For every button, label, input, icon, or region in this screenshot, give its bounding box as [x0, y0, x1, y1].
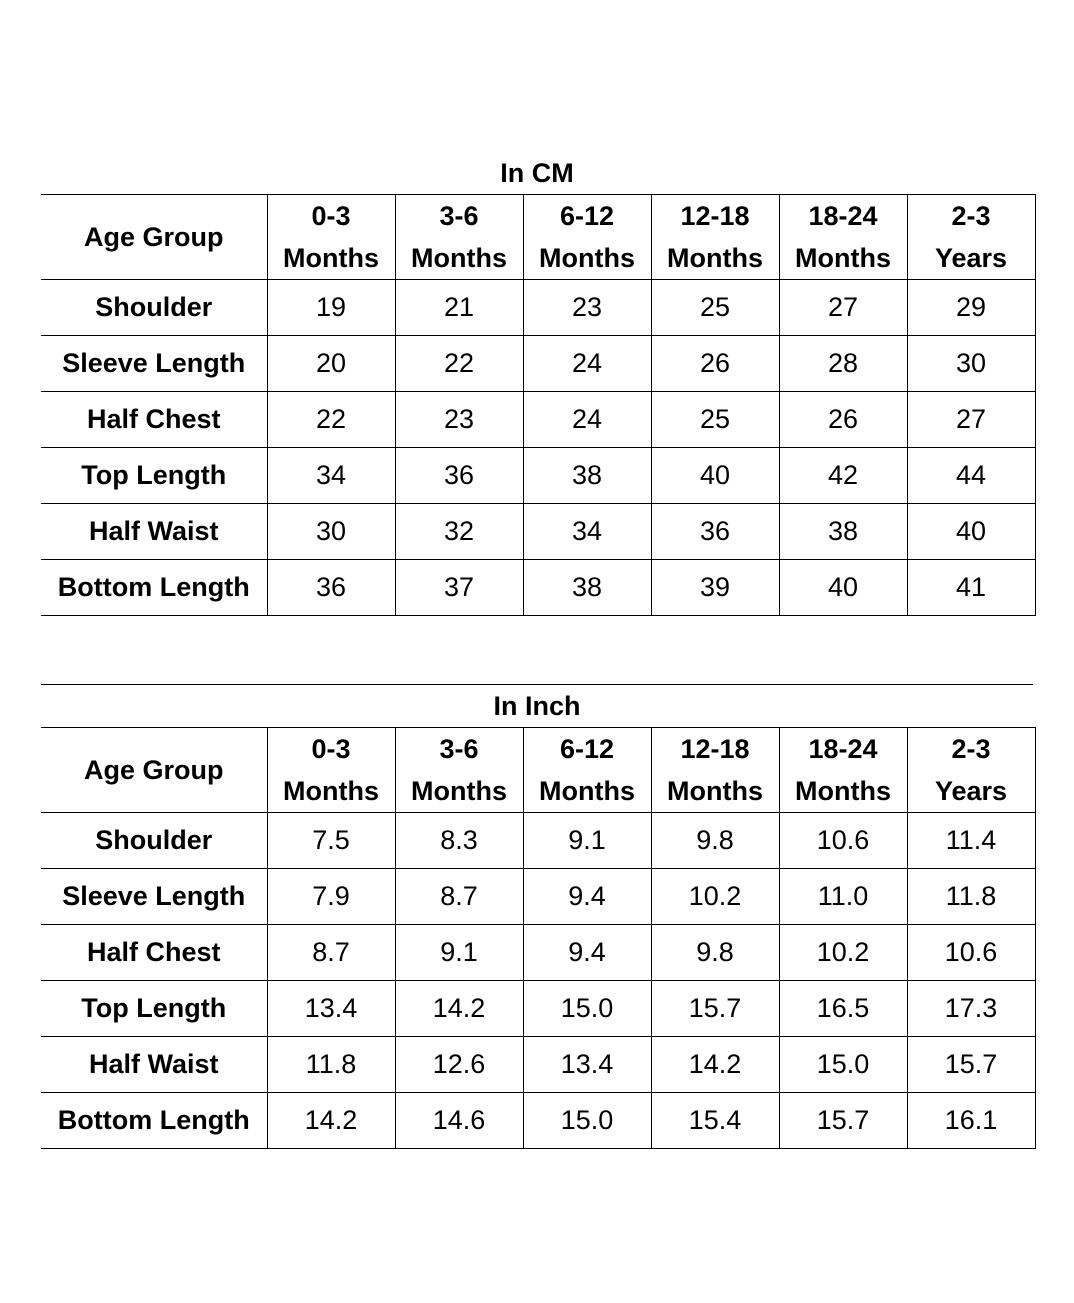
row-label: Half Chest: [41, 392, 267, 448]
table-cell: 7.5: [267, 813, 395, 869]
column-header-unit: Years: [934, 243, 1008, 273]
table-row: [41, 392, 1035, 448]
column-header-range: 12-18: [680, 201, 750, 231]
column-header-unit: Months: [795, 776, 891, 806]
row-label: Sleeve Length: [41, 869, 267, 925]
column-header-unit: Months: [539, 776, 635, 806]
table-row: [41, 504, 1035, 560]
table-header-row: [41, 728, 1035, 813]
table-row: [41, 1093, 1035, 1149]
table-cell: 9.1: [523, 813, 651, 869]
table-cell: 34: [267, 448, 395, 504]
table-cell: 11.8: [267, 1037, 395, 1093]
table-cell: 8.7: [395, 869, 523, 925]
table-cell: 36: [651, 504, 779, 560]
row-label: Sleeve Length: [41, 336, 267, 392]
table-cell: 15.4: [651, 1093, 779, 1149]
column-header-unit: Months: [539, 243, 635, 273]
column-header-unit: Months: [667, 243, 763, 273]
column-header-range: 6-12: [559, 734, 615, 764]
column-header-unit: Months: [411, 243, 507, 273]
table-row: [41, 336, 1035, 392]
column-header-unit: Months: [283, 243, 379, 273]
table-cell: 10.6: [779, 813, 907, 869]
table-row: [41, 1037, 1035, 1093]
table-cell: 28: [779, 336, 907, 392]
table-cell: 12.6: [395, 1037, 523, 1093]
table-cell: 10.2: [651, 869, 779, 925]
table-cell: 20: [267, 336, 395, 392]
table-cell: 14.2: [651, 1037, 779, 1093]
table-row: [41, 448, 1035, 504]
column-header-range: 3-6: [439, 734, 479, 764]
table-header-row: [41, 195, 1035, 280]
column-header: [779, 728, 907, 813]
table-cell: 41: [907, 560, 1035, 616]
table-cell: 44: [907, 448, 1035, 504]
table-cell: 26: [651, 336, 779, 392]
table-cell: 36: [395, 448, 523, 504]
table-cell: 23: [523, 280, 651, 336]
table-cell: 11.0: [779, 869, 907, 925]
row-label: Top Length: [41, 448, 267, 504]
table-cell: 13.4: [267, 981, 395, 1037]
table-cell: 16.5: [779, 981, 907, 1037]
table-cell: 19: [267, 280, 395, 336]
column-header: [651, 728, 779, 813]
table-cell: 15.7: [651, 981, 779, 1037]
row-label: Shoulder: [41, 813, 267, 869]
table-cell: 29: [907, 280, 1035, 336]
table-cell: 11.4: [907, 813, 1035, 869]
table-cell: 25: [651, 392, 779, 448]
column-header: [523, 728, 651, 813]
row-label: Shoulder: [41, 280, 267, 336]
table-cell: 40: [651, 448, 779, 504]
table-cell: 13.4: [523, 1037, 651, 1093]
table-row: [41, 280, 1035, 336]
row-label: Bottom Length: [41, 1093, 267, 1149]
table-cell: 9.4: [523, 925, 651, 981]
column-header: [267, 195, 395, 280]
table-cell: 23: [395, 392, 523, 448]
column-header-unit: Months: [283, 776, 379, 806]
table-row: [41, 560, 1035, 616]
table-cell: 11.8: [907, 869, 1035, 925]
column-header-range: 2-3: [951, 201, 991, 231]
table-cell: 38: [523, 560, 651, 616]
column-header-unit: Months: [795, 243, 891, 273]
table-cell: 15.0: [523, 1093, 651, 1149]
table-cell: 42: [779, 448, 907, 504]
column-header-range: 0-3: [311, 734, 351, 764]
column-header-range: 0-3: [311, 201, 351, 231]
row-label: Half Chest: [41, 925, 267, 981]
table-cell: 7.9: [267, 869, 395, 925]
table-cell: 9.1: [395, 925, 523, 981]
table-cell: 24: [523, 392, 651, 448]
table-cell: 14.2: [395, 981, 523, 1037]
table-cell: 15.7: [907, 1037, 1035, 1093]
size-chart-inch: [41, 684, 1033, 1149]
table-cell: 22: [395, 336, 523, 392]
column-header: [395, 195, 523, 280]
table-cell: 8.7: [267, 925, 395, 981]
column-header-range: 18-24: [808, 201, 878, 231]
table-cell: 38: [779, 504, 907, 560]
table-cell: 14.2: [267, 1093, 395, 1149]
size-table-inch: [41, 727, 1036, 1149]
row-label: Half Waist: [41, 504, 267, 560]
column-header: [907, 728, 1035, 813]
size-chart-cm: [41, 152, 1033, 616]
table-cell: 39: [651, 560, 779, 616]
table-cell: 14.6: [395, 1093, 523, 1149]
column-header-unit: Years: [934, 776, 1008, 806]
table-cell: 10.2: [779, 925, 907, 981]
table-cell: 9.8: [651, 925, 779, 981]
age-group-header: Age Group: [41, 728, 267, 813]
table-row: [41, 981, 1035, 1037]
table-cell: 40: [907, 504, 1035, 560]
table-cell: 30: [267, 504, 395, 560]
table-row: [41, 925, 1035, 981]
age-group-header: Age Group: [41, 195, 267, 280]
column-header: [779, 195, 907, 280]
row-label: Top Length: [41, 981, 267, 1037]
column-header: [651, 195, 779, 280]
size-table-cm: [41, 194, 1036, 616]
column-header-unit: Months: [667, 776, 763, 806]
table-cell: 37: [395, 560, 523, 616]
table-cell: 38: [523, 448, 651, 504]
table-cell: 30: [907, 336, 1035, 392]
column-header: [267, 728, 395, 813]
row-label: Bottom Length: [41, 560, 267, 616]
column-header: [907, 195, 1035, 280]
column-header: [523, 195, 651, 280]
table-cell: 32: [395, 504, 523, 560]
table-cell: 9.8: [651, 813, 779, 869]
table-cell: 9.4: [523, 869, 651, 925]
chart-title-cm: In CM: [500, 158, 574, 188]
table-cell: 40: [779, 560, 907, 616]
table-cell: 17.3: [907, 981, 1035, 1037]
column-header-unit: Months: [411, 776, 507, 806]
table-cell: 10.6: [907, 925, 1035, 981]
table-cell: 36: [267, 560, 395, 616]
table-cell: 24: [523, 336, 651, 392]
column-header: [395, 728, 523, 813]
table-cell: 25: [651, 280, 779, 336]
table-cell: 26: [779, 392, 907, 448]
table-row: [41, 813, 1035, 869]
row-label: Half Waist: [41, 1037, 267, 1093]
table-cell: 15.0: [523, 981, 651, 1037]
column-header-range: 12-18: [680, 734, 750, 764]
table-row: [41, 869, 1035, 925]
table-cell: 15.0: [779, 1037, 907, 1093]
table-cell: 22: [267, 392, 395, 448]
column-header-range: 6-12: [559, 201, 615, 231]
table-cell: 27: [779, 280, 907, 336]
table-cell: 27: [907, 392, 1035, 448]
column-header-range: 2-3: [951, 734, 991, 764]
table-cell: 16.1: [907, 1093, 1035, 1149]
table-cell: 15.7: [779, 1093, 907, 1149]
table-cell: 34: [523, 504, 651, 560]
chart-title-inch: In Inch: [41, 684, 1033, 727]
column-header-range: 3-6: [439, 201, 479, 231]
table-cell: 21: [395, 280, 523, 336]
table-cell: 8.3: [395, 813, 523, 869]
column-header-range: 18-24: [808, 734, 878, 764]
